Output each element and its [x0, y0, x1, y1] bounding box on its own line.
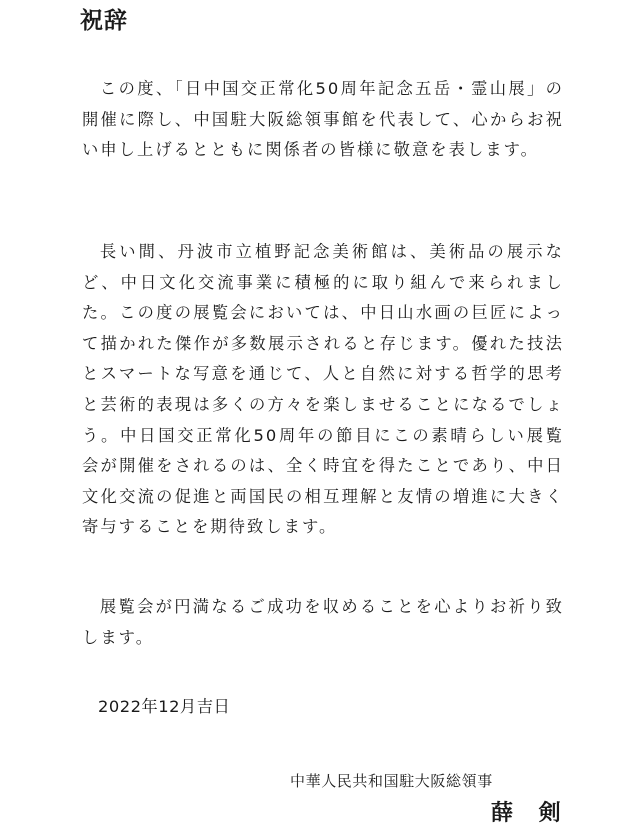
paragraph-body: 長い間、丹波市立植野記念美術館は、美術品の展示など、中日文化交流事業に積極的に取り組んで来られました。この度の展覧会においては、中日山水画の巨匠によって描かれた傑作が多数展示されると存じます。優れた技法とスマートな写意を通じて、人と自然に対する哲学的思考と芸術的表現は多くの方々を楽しませることになるでしょう。中日国交正常化50周年の節目にこの素晴らしい展覧会が開催をされるのは、全く時宜を得たことであり、中日文化交流の促進と両国民の相互理解と友情の増進に大きく寄与することを期待致します。: [82, 242, 564, 537]
signer-name: 薛 剣: [491, 800, 570, 826]
paragraph-greeting: この度、「日中国交正常化50周年記念五岳・霊山展」の開催に際し、中国駐大阪総領事館を代表して、心からお祝い申し上げるとともに関係者の皆様に敬意を表します。: [82, 79, 564, 160]
document-date: 2022年12月吉日: [98, 697, 231, 716]
sender-organization: 中華人民共和国駐大阪総領事: [290, 772, 493, 790]
paragraph-closing: 展覧会が円満なるご成功を収めることを心よりお祈り致します。: [82, 597, 564, 647]
document-title: 祝辞: [80, 7, 128, 34]
